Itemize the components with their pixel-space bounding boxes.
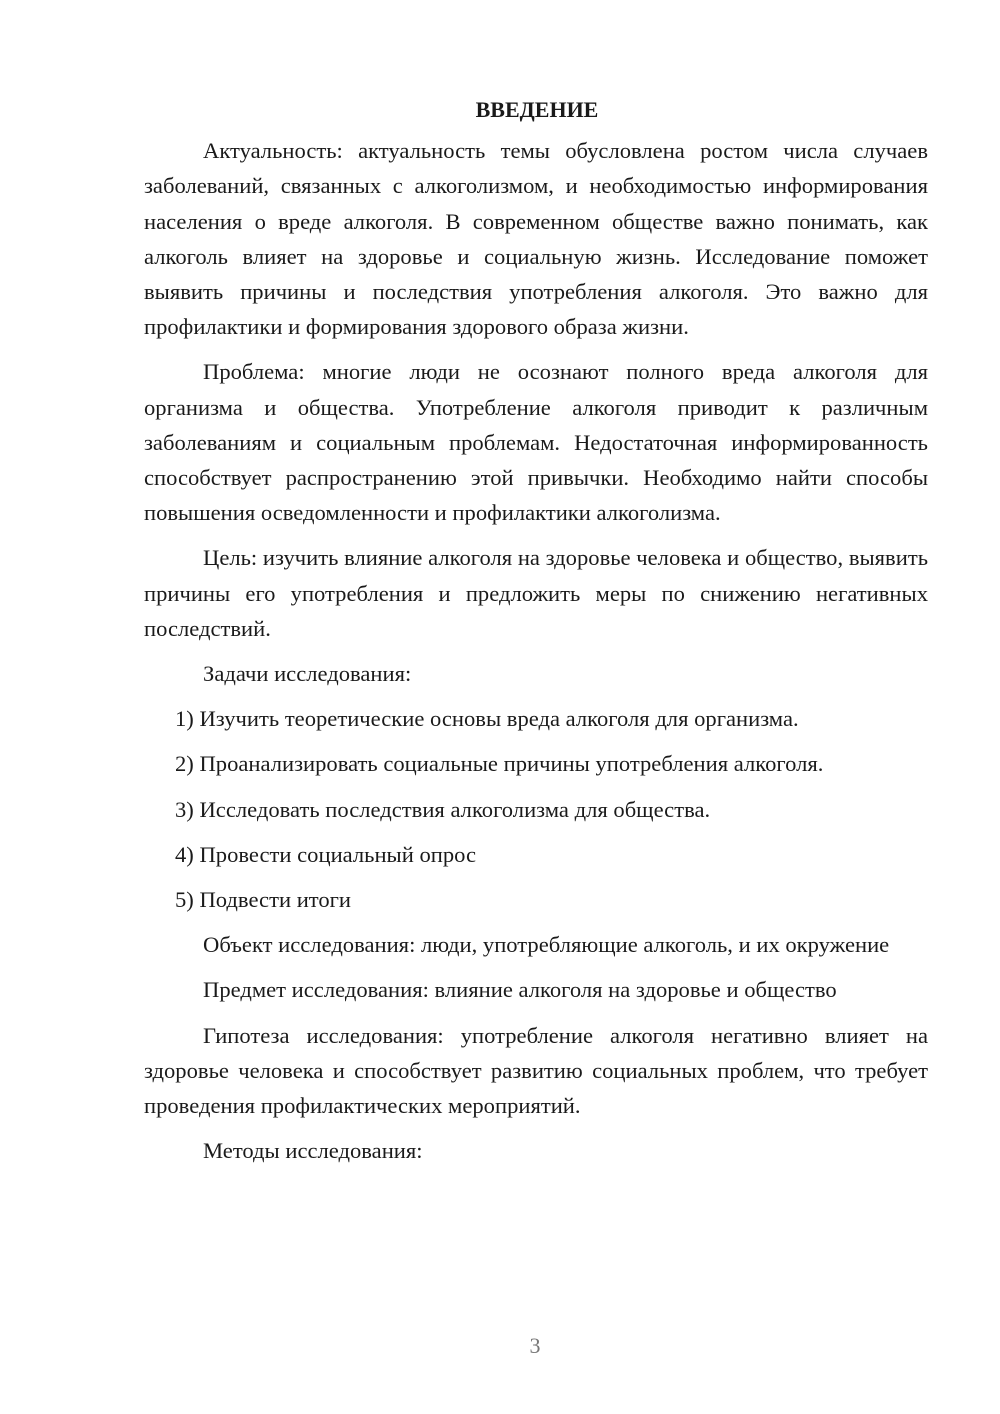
task-item: 1) Изучить теоретические основы вреда алкоголя для организма. — [175, 706, 799, 732]
paragraph-problem: Проблема: многие люди не осознают полного вреда алкоголя для организма и общества. Употребление алкоголя приводит к различным заболеваниям и социальным проблемам. Недостаточная информированность способствует распространению этой привычки. Необходимо найти способы повышения осведомленности и профилактики алкоголизма. — [144, 359, 928, 526]
paragraph-object: Объект исследования: люди, употребляющие алкоголь, и их окружение — [203, 932, 890, 958]
task-item: 2) Проанализировать социальные причины употребления алкоголя. — [175, 751, 824, 777]
page-number: 3 — [529, 1333, 541, 1358]
paragraph-hypothesis: Гипотеза исследования: употребление алкоголя негативно влияет на здоровье человека и способствует развитию социальных проблем, что требует проведения профилактических мероприятий. — [144, 1022, 928, 1119]
methods-heading: Методы исследования: — [203, 1138, 423, 1164]
task-item: 5) Подвести итоги — [175, 887, 352, 913]
paragraph-subject: Предмет исследования: влияние алкоголя на здоровье и общество — [203, 977, 837, 1003]
page-title: ВВЕДЕНИЕ — [475, 97, 599, 122]
page-content — [144, 92, 928, 1178]
task-item: 4) Провести социальный опрос — [175, 841, 477, 867]
tasks-heading: Задачи исследования: — [203, 661, 412, 687]
task-item: 3) Исследовать последствия алкоголизма для общества. — [175, 796, 711, 822]
paragraph-relevance: Актуальность: актуальность темы обусловлена ростом числа случаев заболеваний, связанных с алкоголизмом, и необходимостью информирования населения о вреде алкоголя. В современном обществе важно понимать, как алкоголь влияет на здоровье и социальную жизнь. Исследование поможет выявить причины и последствия употребления алкоголя. Это важно для профилактики и формирования здорового образа жизни. — [144, 138, 928, 340]
paragraph-goal: Цель: изучить влияние алкоголя на здоровье человека и общество, выявить причины его употребления и предложить меры по снижению негативных последствий. — [144, 545, 928, 641]
